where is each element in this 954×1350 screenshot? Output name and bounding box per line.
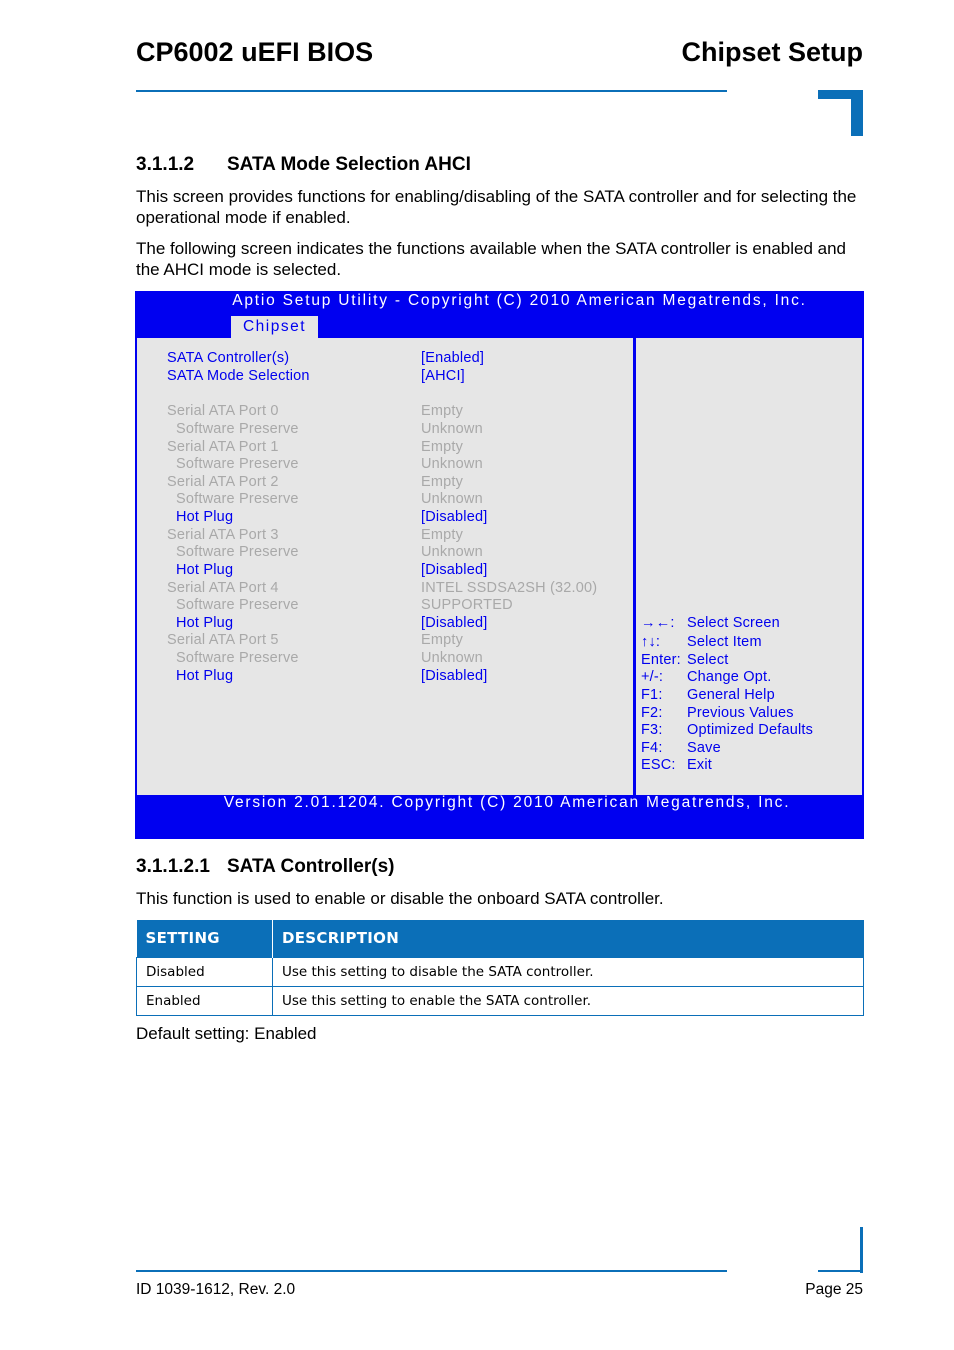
table-row [137,957,864,986]
bios-settings-panel [137,338,862,795]
header-rule [136,90,727,92]
bios-info-label: Software Preserve [176,544,299,560]
table-cell-setting: Disabled [137,957,273,986]
bios-footer-bar: Version 2.01.1204. Copyright (C) 2010 American Megatrends, Inc. [223,794,791,811]
bios-help-action: Select [687,652,729,668]
table-row [137,986,864,1015]
bios-option-label[interactable]: Hot Plug [176,509,234,525]
bios-info-value: Empty [421,439,464,455]
table-cell-description: Use this setting to disable the SATA controller. [273,957,864,986]
bios-info-value: Empty [421,527,464,543]
bios-info-value: Unknown [421,421,483,437]
bios-info-value: Unknown [421,544,483,560]
footer-rule [136,1270,727,1272]
table-header-setting: SETTING [137,920,273,957]
bios-option-label[interactable]: SATA Mode Selection [167,368,310,384]
bios-help-key: F3: [641,722,663,738]
page-header-right: Chipset Setup [681,37,863,67]
bios-help-action: General Help [687,687,775,703]
bios-info-label: Software Preserve [176,650,299,666]
bios-help-key: +/-: [641,669,664,685]
section-title: SATA Mode Selection AHCI [227,154,471,175]
bios-info-label: Software Preserve [176,456,299,472]
bios-help-key: ↑↓: [641,634,661,650]
bios-help-action: Previous Values [687,705,794,721]
bios-info-value: Empty [421,403,464,419]
section-heading [136,154,471,176]
bios-info-value: Unknown [421,456,483,472]
bios-info-label: Serial ATA Port 5 [167,632,279,648]
section-paragraph-2: The following screen indicates the functions available when the SATA controller is enabled and the AHCI mode is selected. [136,239,847,279]
section-number: 3.1.1.2 [136,154,195,175]
section-paragraph-1: This screen provides functions for enabling/disabling of the SATA controller and for selecting the operational mode if enabled. [136,187,857,227]
bios-help-action: Select Item [687,634,762,650]
bios-option-label[interactable]: Hot Plug [176,562,234,578]
page-header-left: CP6002 uEFI BIOS [136,37,374,67]
bios-option-label[interactable]: Hot Plug [176,615,234,631]
bios-option-value[interactable]: [Disabled] [421,509,488,525]
bios-option-value[interactable]: [Enabled] [421,350,485,366]
footer-page-number: Page 25 [805,1281,863,1298]
bios-help-action: Exit [687,757,712,773]
bios-title-bar: Aptio Setup Utility - Copyright (C) 2010 American Megatrends, Inc. [232,292,807,309]
bios-panel-divider [633,338,636,795]
bios-help-key: Enter: [641,652,681,668]
bios-info-label: Software Preserve [176,491,299,507]
bios-help-key: F1: [641,687,663,703]
footer-document-id: ID 1039-1612, Rev. 2.0 [136,1281,296,1298]
table-header-description: DESCRIPTION [273,920,864,957]
subsection-heading [136,856,394,878]
bios-info-label: Serial ATA Port 0 [167,403,279,419]
table-cell-setting: Enabled [137,986,273,1015]
subsection-number: 3.1.1.2.1 [136,856,210,877]
bios-option-value[interactable]: [Disabled] [421,668,488,684]
bios-screen [135,291,864,839]
bios-info-value: INTEL SSDSA2SH (32.00) [421,580,598,596]
bios-option-value[interactable]: [AHCI] [421,368,465,384]
bios-info-value: Empty [421,632,464,648]
bios-info-value: Unknown [421,491,483,507]
bios-help-key: ESC: [641,757,676,773]
bios-help-action: Select Screen [687,615,780,631]
bios-tab-chipset[interactable]: Chipset [231,316,318,338]
bios-info-value: SUPPORTED [421,597,513,613]
bios-info-value: Unknown [421,650,483,666]
bios-help-action: Change Opt. [687,669,772,685]
bios-help-key: →←: [641,615,675,631]
settings-table [136,920,864,1016]
table-header-row [137,920,864,957]
bios-info-label: Serial ATA Port 1 [167,439,279,455]
bios-info-label: Software Preserve [176,421,299,437]
bios-info-label: Serial ATA Port 3 [167,527,279,543]
bios-option-label[interactable]: SATA Controller(s) [167,350,290,366]
bios-help-key: F2: [641,705,663,721]
bios-help-key: F4: [641,740,663,756]
bios-option-label[interactable]: Hot Plug [176,668,234,684]
bios-help-action: Optimized Defaults [687,722,814,738]
bios-help-action: Save [687,740,721,756]
bios-info-value: Empty [421,474,464,490]
table-cell-description: Use this setting to enable the SATA controller. [273,986,864,1015]
bios-info-label: Serial ATA Port 2 [167,474,279,490]
subsection-title: SATA Controller(s) [227,856,395,877]
bios-info-label: Software Preserve [176,597,299,613]
bios-info-label: Serial ATA Port 4 [167,580,279,596]
bios-option-value[interactable]: [Disabled] [421,615,488,631]
default-setting-text: Default setting: Enabled [136,1024,317,1043]
bios-option-value[interactable]: [Disabled] [421,562,488,578]
subsection-paragraph: This function is used to enable or disable the onboard SATA controller. [136,889,664,908]
